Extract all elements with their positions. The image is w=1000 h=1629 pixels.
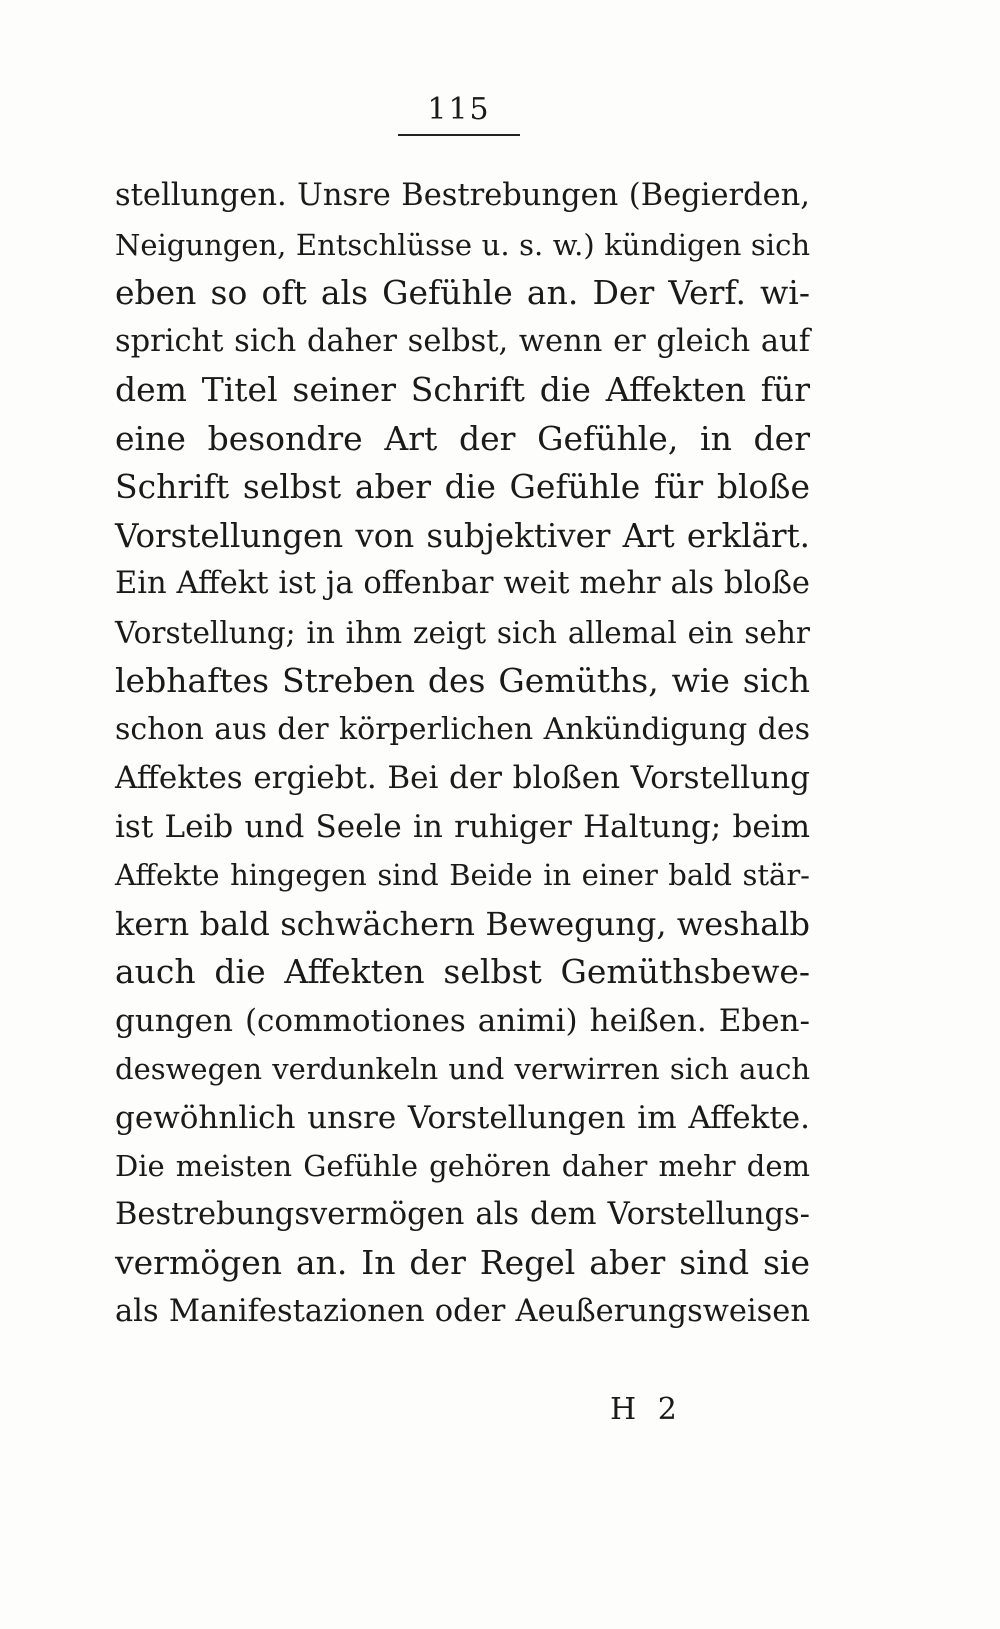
text-line: Ein Affekt ist ja offenbar weit mehr als bloße xyxy=(115,566,810,601)
page-number: 115 xyxy=(427,92,491,127)
text-line: dem Titel seiner Schrift die Affekten für xyxy=(115,370,810,409)
text-line: auch die Affekten selbst Gemüthsbewe- xyxy=(115,952,810,991)
text-line: kern bald schwächern Bewegung, weshalb xyxy=(115,904,810,943)
text-line: Schrift selbst aber die Gefühle für bloße xyxy=(115,467,810,506)
text-line: lebhaftes Streben des Gemüths, wie sich xyxy=(115,661,810,700)
header-rule xyxy=(398,134,520,136)
text-line: Vorstellung; in ihm zeigt sich allemal ein sehr xyxy=(115,615,810,650)
text-line: spricht sich daher selbst, wenn er gleich auf xyxy=(115,323,810,359)
text-line: stellungen. Unsre Bestrebungen (Begierden, xyxy=(115,178,810,213)
text-line: vermögen an. In der Regel aber sind sie xyxy=(115,1243,810,1282)
text-line: Vorstellungen von subjektiver Art erklärt. xyxy=(115,516,810,555)
text-line: eine besondre Art der Gefühle, in der xyxy=(115,418,810,458)
text-line: Affekte hingegen sind Beide in einer bald stär- xyxy=(115,858,810,892)
text-line: gungen (commotiones animi) heißen. Eben- xyxy=(115,1002,810,1039)
text-line: Neigungen, Entschlüsse u. s. w.) kündigen sich xyxy=(115,227,810,262)
text-line: Affektes ergiebt. Bei der bloßen Vorstellung xyxy=(115,760,810,796)
signature-mark: H 2 xyxy=(610,1392,683,1427)
text-line: gewöhnlich unsre Vorstellungen im Affekte. xyxy=(115,1099,810,1136)
text-line: ist Leib und Seele in ruhiger Haltung; beim xyxy=(115,808,810,845)
text-line: Bestrebungsvermögen als dem Vorstellungs- xyxy=(115,1196,810,1232)
text-line: Die meisten Gefühle gehören daher mehr dem xyxy=(115,1149,810,1183)
text-line: eben so oft als Gefühle an. Der Verf. wi- xyxy=(115,273,810,312)
body-text xyxy=(115,172,810,1336)
text-line: schon aus der körperlichen Ankündigung des xyxy=(115,711,810,747)
text-line: als Manifestazionen oder Aeußerungsweisen xyxy=(115,1293,810,1329)
text-line: deswegen verdunkeln und verwirren sich auch xyxy=(115,1052,810,1086)
